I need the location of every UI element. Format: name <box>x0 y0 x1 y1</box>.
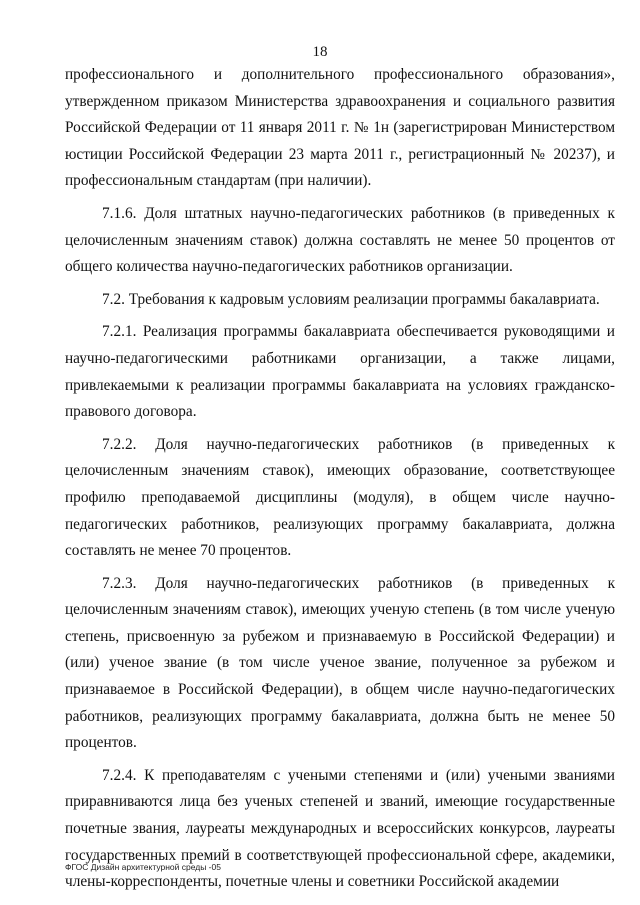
document-body <box>65 62 615 896</box>
paragraph-7-2: 7.2. Требования к кадровым условиям реализации программы бакалавриата. <box>102 290 600 308</box>
paragraph-7-2-4: 7.2.4. К преподавателям с учеными степенями и (или) учеными званиями приравниваются лица без ученых степеней и званий, имеющие государственные почетные звания, лауреаты международных и всероссийских конкурсов, лауреаты государственных премий в соответствующей профессиональной сфере, академики, члены-корреспонденты, почетные члены и советники Российской академии <box>65 766 615 891</box>
paragraph-7-2-2: 7.2.2. Доля научно-педагогических работников (в приведенных к целочисленным значениям ставок), имеющих образование, соответствующее профилю преподаваемой дисциплины (модуля), в общем числе научно-педагогических работников, реализующих программу бакалавриата, должна составлять не менее 70 процентов. <box>65 435 615 560</box>
paragraph-7-2-3: 7.2.3. Доля научно-педагогических работников (в приведенных к целочисленным значениям ставок), имеющих ученую степень (в том числе ученую степень, присвоенную за рубежом и признаваемую в Российской Федерации) и (или) ученое звание (в том числе ученое звание, полученное за рубежом и признаваемое в Российской Федерации), в общем числе научно-педагогических работников, реализующих программу бакалавриата, должна быть не менее 50 процентов. <box>65 574 615 752</box>
page-footer: ФГОС Дизайн архитектурной среды -05 <box>65 862 221 872</box>
page-number: 18 <box>312 44 328 60</box>
paragraph-7-2-1: 7.2.1. Реализация программы бакалавриата обеспечивается руководящими и научно-педагогическими работниками организации, а также лицами, привлекаемыми к реализации программы бакалавриата на условиях гражданско-правового договора. <box>65 323 615 421</box>
paragraph-7-1-6: 7.1.6. Доля штатных научно-педагогических работников (в приведенных к целочисленным значениям ставок) должна составлять не менее 50 процентов от общего количества научно-педагогических работников организации. <box>65 204 615 276</box>
paragraph-continuation: профессионального и дополнительного профессионального образования», утвержденном приказом Министерства здравоохранения и социального развития Российской Федерации от 11 января 2011 г. № 1н (зарегистрирован Министерством юстиции Российской Федерации 23 марта 2011 г., регистрационный № 20237), и профессиональным стандартам (при наличии). <box>65 66 615 190</box>
